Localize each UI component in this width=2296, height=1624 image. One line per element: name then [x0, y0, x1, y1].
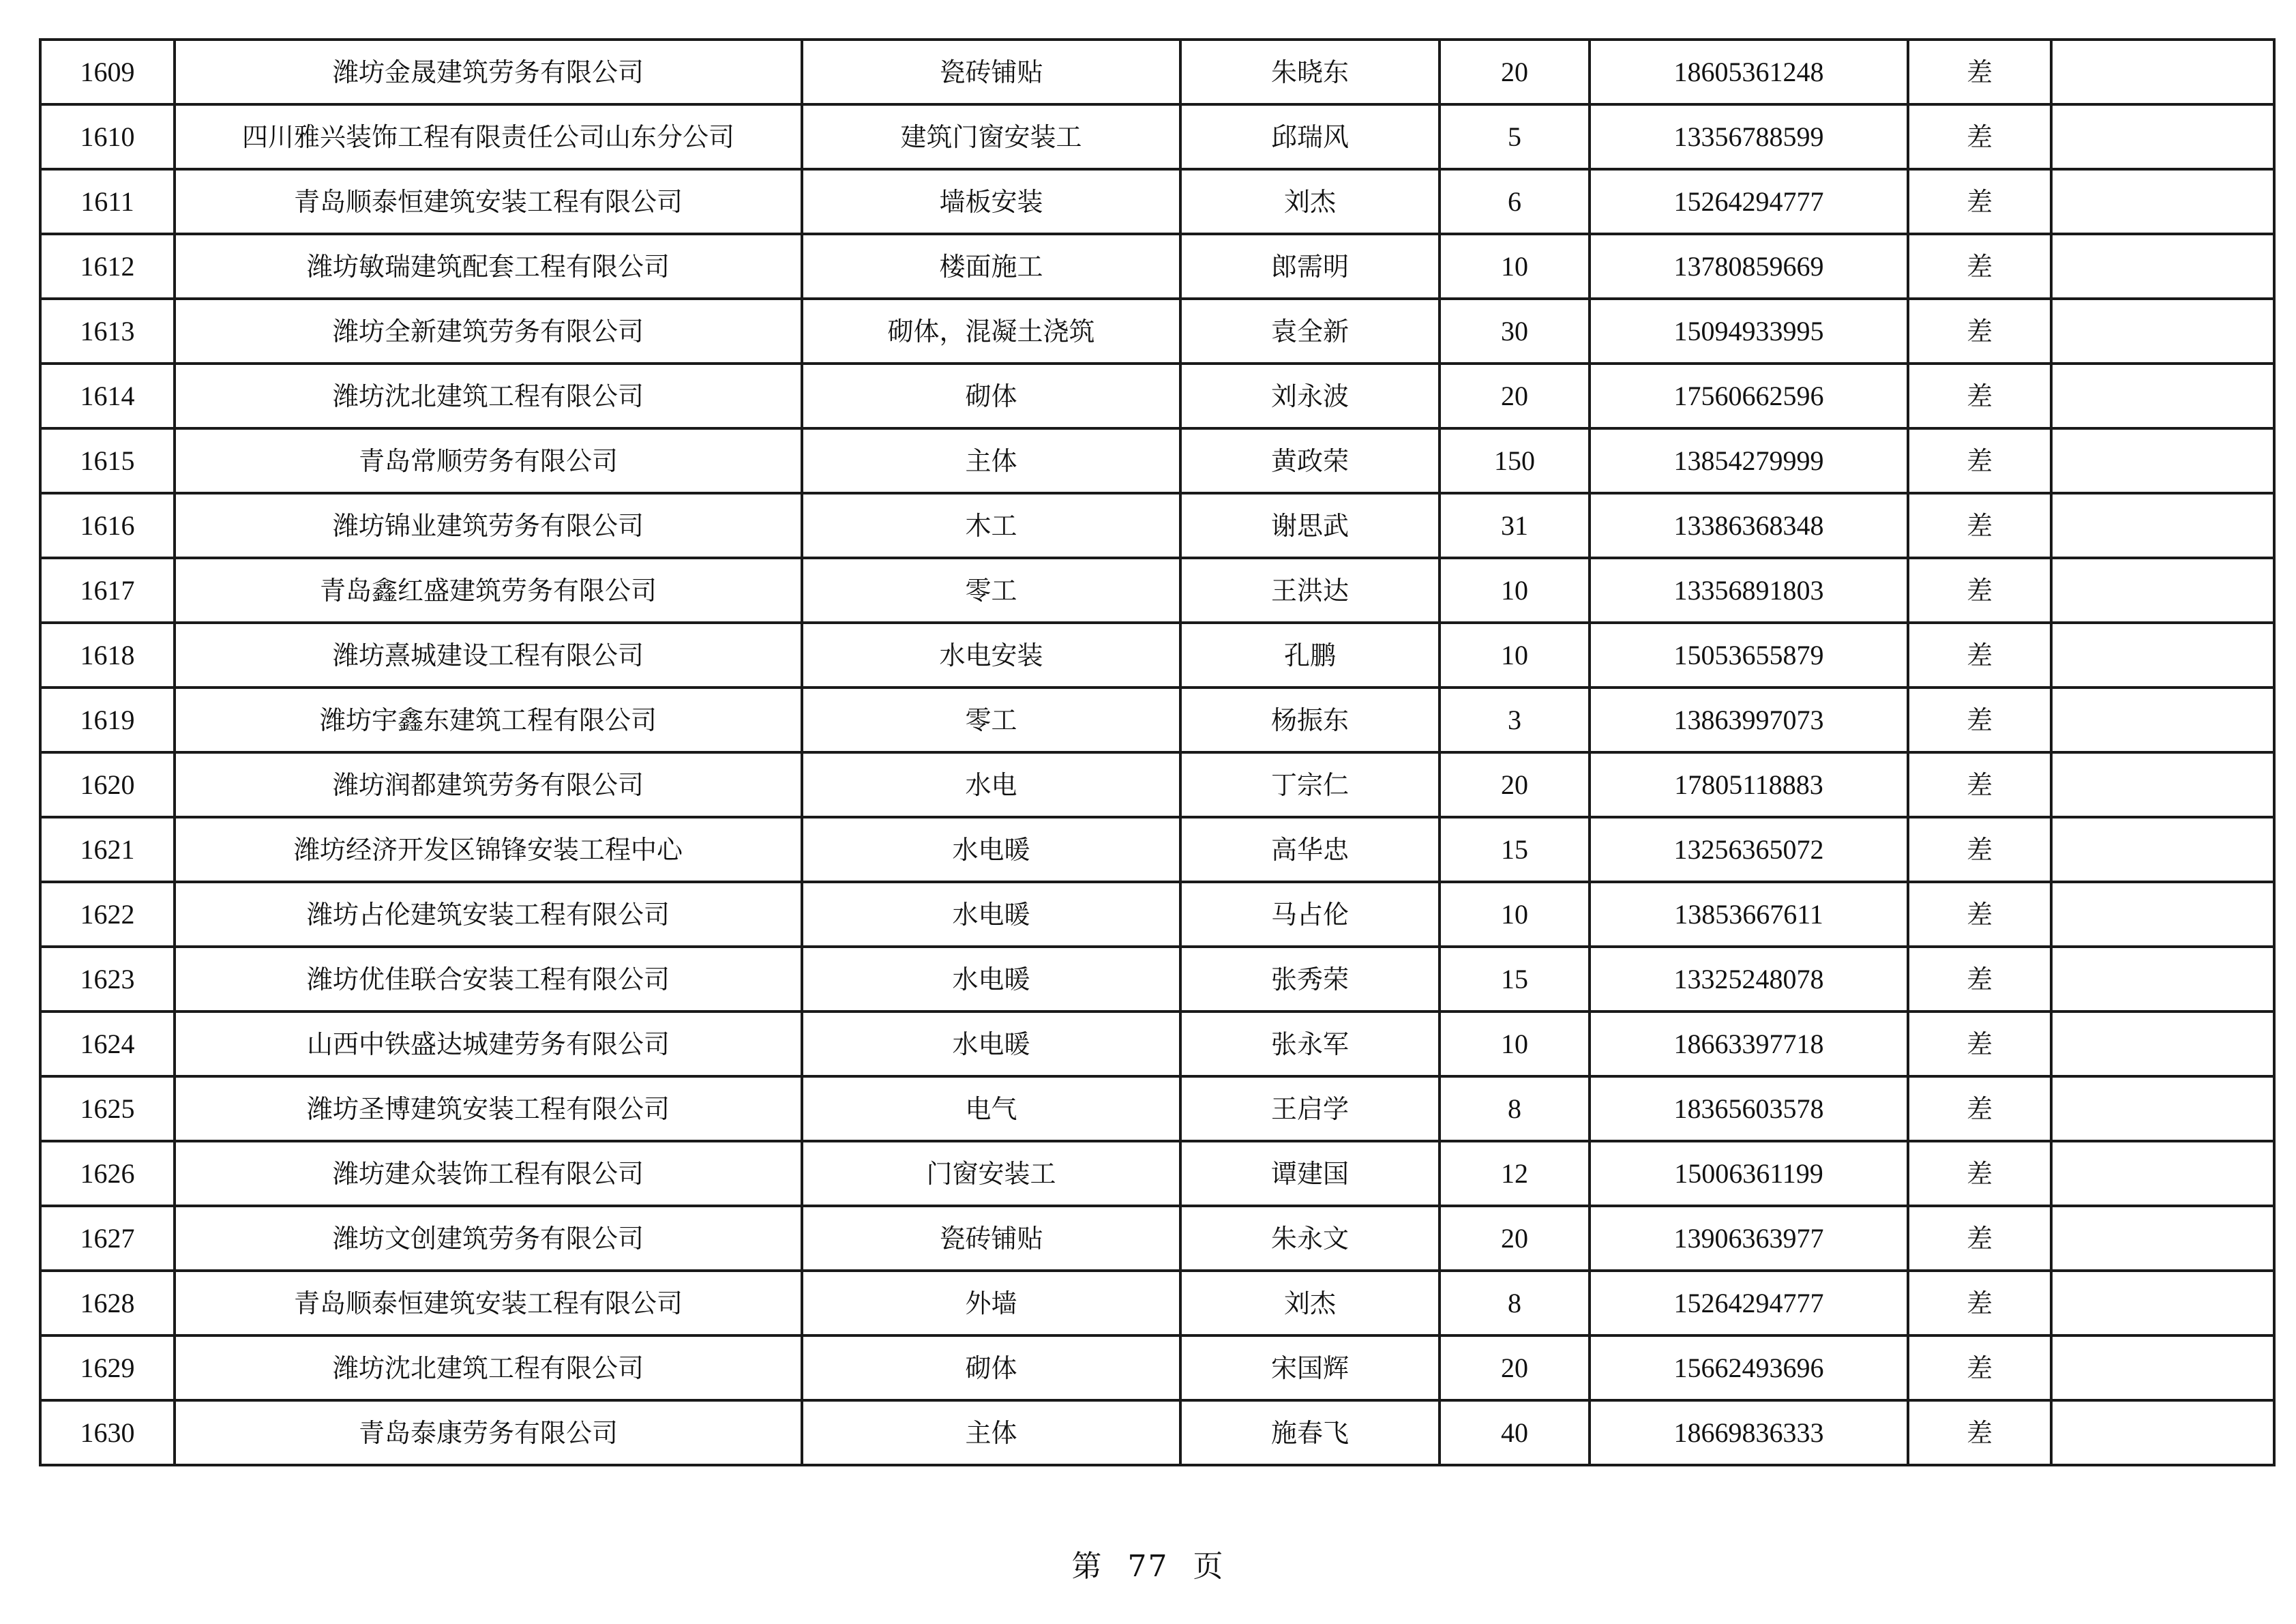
cell-company-name: 潍坊锦业建筑劳务有限公司	[175, 493, 802, 558]
cell-phone-number: 15662493696	[1590, 1335, 1908, 1400]
cell-company-name: 潍坊熹城建设工程有限公司	[175, 623, 802, 688]
cell-work-type: 水电暖	[802, 947, 1180, 1012]
cell-work-type: 墙板安装	[802, 169, 1180, 234]
cell-contact-person: 袁全新	[1180, 299, 1440, 364]
cell-rating: 差	[1908, 104, 2051, 169]
cell-work-type: 水电暖	[802, 817, 1180, 882]
cell-worker-count: 10	[1440, 558, 1590, 623]
cell-rating: 差	[1908, 817, 2051, 882]
cell-worker-count: 20	[1440, 752, 1590, 817]
cell-serial-number: 1624	[40, 1012, 175, 1076]
cell-contact-person: 王洪达	[1180, 558, 1440, 623]
cell-contact-person: 张秀荣	[1180, 947, 1440, 1012]
cell-rating: 差	[1908, 1271, 2051, 1335]
cell-company-name: 潍坊金晟建筑劳务有限公司	[175, 40, 802, 104]
cell-serial-number: 1629	[40, 1335, 175, 1400]
cell-rating: 差	[1908, 40, 2051, 104]
cell-rating: 差	[1908, 688, 2051, 752]
cell-contact-person: 王启学	[1180, 1076, 1440, 1141]
table-row	[40, 558, 2274, 623]
page-footer	[0, 1541, 2296, 1585]
cell-company-name: 四川雅兴装饰工程有限责任公司山东分公司	[175, 104, 802, 169]
cell-company-name: 青岛顺泰恒建筑安装工程有限公司	[175, 1271, 802, 1335]
table-row	[40, 752, 2274, 817]
cell-contact-person: 谭建国	[1180, 1141, 1440, 1206]
cell-serial-number: 1609	[40, 40, 175, 104]
cell-contact-person: 丁宗仁	[1180, 752, 1440, 817]
cell-work-type: 楼面施工	[802, 234, 1180, 299]
cell-worker-count: 15	[1440, 947, 1590, 1012]
cell-serial-number: 1626	[40, 1141, 175, 1206]
cell-worker-count: 40	[1440, 1400, 1590, 1465]
page-suffix: 页	[1193, 1549, 1225, 1584]
cell-serial-number: 1625	[40, 1076, 175, 1141]
cell-phone-number: 15264294777	[1590, 169, 1908, 234]
table-row	[40, 428, 2274, 493]
cell-phone-number: 15094933995	[1590, 299, 1908, 364]
cell-remark	[2051, 817, 2274, 882]
cell-company-name: 潍坊建众装饰工程有限公司	[175, 1141, 802, 1206]
cell-phone-number: 18605361248	[1590, 40, 1908, 104]
cell-phone-number: 15264294777	[1590, 1271, 1908, 1335]
cell-contact-person: 刘永波	[1180, 364, 1440, 428]
cell-phone-number: 15053655879	[1590, 623, 1908, 688]
cell-rating: 差	[1908, 623, 2051, 688]
cell-serial-number: 1617	[40, 558, 175, 623]
cell-serial-number: 1628	[40, 1271, 175, 1335]
cell-company-name: 潍坊占伦建筑安装工程有限公司	[175, 882, 802, 947]
cell-rating: 差	[1908, 947, 2051, 1012]
cell-serial-number: 1630	[40, 1400, 175, 1465]
cell-worker-count: 3	[1440, 688, 1590, 752]
cell-worker-count: 10	[1440, 1012, 1590, 1076]
cell-remark	[2051, 234, 2274, 299]
cell-phone-number: 15006361199	[1590, 1141, 1908, 1206]
cell-company-name: 潍坊圣博建筑安装工程有限公司	[175, 1076, 802, 1141]
cell-worker-count: 5	[1440, 104, 1590, 169]
cell-remark	[2051, 428, 2274, 493]
cell-contact-person: 宋国辉	[1180, 1335, 1440, 1400]
cell-company-name: 潍坊敏瑞建筑配套工程有限公司	[175, 234, 802, 299]
table-row	[40, 169, 2274, 234]
cell-work-type: 主体	[802, 428, 1180, 493]
cell-company-name: 山西中铁盛达城建劳务有限公司	[175, 1012, 802, 1076]
cell-work-type: 瓷砖铺贴	[802, 1206, 1180, 1271]
cell-remark	[2051, 104, 2274, 169]
cell-contact-person: 黄政荣	[1180, 428, 1440, 493]
cell-rating: 差	[1908, 558, 2051, 623]
cell-contact-person: 孔鹏	[1180, 623, 1440, 688]
cell-contact-person: 郎需明	[1180, 234, 1440, 299]
table-row	[40, 688, 2274, 752]
cell-company-name: 潍坊全新建筑劳务有限公司	[175, 299, 802, 364]
cell-work-type: 零工	[802, 558, 1180, 623]
cell-phone-number: 13356788599	[1590, 104, 1908, 169]
table-row	[40, 1141, 2274, 1206]
cell-remark	[2051, 558, 2274, 623]
cell-phone-number: 18669836333	[1590, 1400, 1908, 1465]
cell-work-type: 瓷砖铺贴	[802, 40, 1180, 104]
cell-rating: 差	[1908, 1076, 2051, 1141]
cell-rating: 差	[1908, 1335, 2051, 1400]
cell-remark	[2051, 1141, 2274, 1206]
cell-work-type: 主体	[802, 1400, 1180, 1465]
cell-worker-count: 31	[1440, 493, 1590, 558]
cell-work-type: 水电暖	[802, 882, 1180, 947]
cell-rating: 差	[1908, 493, 2051, 558]
cell-serial-number: 1618	[40, 623, 175, 688]
cell-contact-person: 邱瑞风	[1180, 104, 1440, 169]
cell-rating: 差	[1908, 752, 2051, 817]
cell-company-name: 潍坊沈北建筑工程有限公司	[175, 364, 802, 428]
cell-worker-count: 6	[1440, 169, 1590, 234]
cell-remark	[2051, 688, 2274, 752]
cell-worker-count: 8	[1440, 1076, 1590, 1141]
cell-contact-person: 马占伦	[1180, 882, 1440, 947]
cell-work-type: 木工	[802, 493, 1180, 558]
cell-remark	[2051, 40, 2274, 104]
cell-serial-number: 1620	[40, 752, 175, 817]
cell-phone-number: 17560662596	[1590, 364, 1908, 428]
cell-phone-number: 17805118883	[1590, 752, 1908, 817]
cell-worker-count: 10	[1440, 623, 1590, 688]
cell-worker-count: 30	[1440, 299, 1590, 364]
cell-company-name: 潍坊沈北建筑工程有限公司	[175, 1335, 802, 1400]
cell-remark	[2051, 1400, 2274, 1465]
cell-company-name: 潍坊宇鑫东建筑工程有限公司	[175, 688, 802, 752]
cell-contact-person: 杨振东	[1180, 688, 1440, 752]
cell-remark	[2051, 882, 2274, 947]
cell-remark	[2051, 1271, 2274, 1335]
cell-phone-number: 13386368348	[1590, 493, 1908, 558]
cell-rating: 差	[1908, 882, 2051, 947]
cell-remark	[2051, 1012, 2274, 1076]
cell-rating: 差	[1908, 1400, 2051, 1465]
cell-contact-person: 刘杰	[1180, 1271, 1440, 1335]
table-row	[40, 882, 2274, 947]
table-row	[40, 947, 2274, 1012]
cell-serial-number: 1627	[40, 1206, 175, 1271]
cell-serial-number: 1611	[40, 169, 175, 234]
cell-rating: 差	[1908, 1141, 2051, 1206]
cell-rating: 差	[1908, 1012, 2051, 1076]
cell-company-name: 潍坊文创建筑劳务有限公司	[175, 1206, 802, 1271]
cell-serial-number: 1612	[40, 234, 175, 299]
table-row	[40, 299, 2274, 364]
cell-work-type: 水电暖	[802, 1012, 1180, 1076]
cell-rating: 差	[1908, 169, 2051, 234]
cell-work-type: 外墙	[802, 1271, 1180, 1335]
cell-work-type: 门窗安装工	[802, 1141, 1180, 1206]
cell-work-type: 建筑门窗安装工	[802, 104, 1180, 169]
table-row	[40, 1335, 2274, 1400]
cell-work-type: 水电安装	[802, 623, 1180, 688]
cell-work-type: 电气	[802, 1076, 1180, 1141]
cell-contact-person: 刘杰	[1180, 169, 1440, 234]
cell-contact-person: 朱晓东	[1180, 40, 1440, 104]
cell-serial-number: 1622	[40, 882, 175, 947]
cell-phone-number: 13256365072	[1590, 817, 1908, 882]
cell-phone-number: 13853667611	[1590, 882, 1908, 947]
table-row	[40, 1076, 2274, 1141]
cell-worker-count: 10	[1440, 234, 1590, 299]
table-row	[40, 623, 2274, 688]
cell-phone-number: 13863997073	[1590, 688, 1908, 752]
cell-phone-number: 13325248078	[1590, 947, 1908, 1012]
cell-remark	[2051, 493, 2274, 558]
cell-phone-number: 13906363977	[1590, 1206, 1908, 1271]
page-prefix: 第	[1071, 1549, 1103, 1584]
cell-rating: 差	[1908, 364, 2051, 428]
cell-company-name: 青岛顺泰恒建筑安装工程有限公司	[175, 169, 802, 234]
cell-remark	[2051, 299, 2274, 364]
cell-worker-count: 20	[1440, 364, 1590, 428]
cell-remark	[2051, 623, 2274, 688]
cell-remark	[2051, 752, 2274, 817]
cell-remark	[2051, 1335, 2274, 1400]
cell-work-type: 砌体，混凝土浇筑	[802, 299, 1180, 364]
cell-remark	[2051, 169, 2274, 234]
cell-serial-number: 1614	[40, 364, 175, 428]
cell-phone-number: 18365603578	[1590, 1076, 1908, 1141]
cell-company-name: 潍坊经济开发区锦锋安装工程中心	[175, 817, 802, 882]
cell-rating: 差	[1908, 1206, 2051, 1271]
cell-worker-count: 10	[1440, 882, 1590, 947]
cell-worker-count: 15	[1440, 817, 1590, 882]
table-row	[40, 817, 2274, 882]
table-row	[40, 364, 2274, 428]
table-row	[40, 1206, 2274, 1271]
cell-serial-number: 1619	[40, 688, 175, 752]
cell-contact-person: 张永军	[1180, 1012, 1440, 1076]
cell-work-type: 水电	[802, 752, 1180, 817]
table-row	[40, 234, 2274, 299]
cell-contact-person: 谢思武	[1180, 493, 1440, 558]
table-row	[40, 493, 2274, 558]
cell-phone-number: 13780859669	[1590, 234, 1908, 299]
cell-rating: 差	[1908, 428, 2051, 493]
cell-remark	[2051, 364, 2274, 428]
cell-phone-number: 13854279999	[1590, 428, 1908, 493]
page-number: 77	[1127, 1549, 1169, 1584]
contractor-table	[39, 38, 2276, 1466]
cell-contact-person: 施春飞	[1180, 1400, 1440, 1465]
table-row	[40, 1012, 2274, 1076]
cell-work-type: 零工	[802, 688, 1180, 752]
table-row	[40, 40, 2274, 104]
cell-worker-count: 20	[1440, 40, 1590, 104]
table-row	[40, 104, 2274, 169]
table-body	[40, 40, 2274, 1465]
cell-remark	[2051, 1076, 2274, 1141]
table-row	[40, 1271, 2274, 1335]
cell-work-type: 砌体	[802, 364, 1180, 428]
cell-serial-number: 1613	[40, 299, 175, 364]
cell-company-name: 青岛常顺劳务有限公司	[175, 428, 802, 493]
cell-company-name: 青岛鑫红盛建筑劳务有限公司	[175, 558, 802, 623]
cell-worker-count: 20	[1440, 1206, 1590, 1271]
cell-phone-number: 18663397718	[1590, 1012, 1908, 1076]
cell-worker-count: 20	[1440, 1335, 1590, 1400]
cell-company-name: 潍坊润都建筑劳务有限公司	[175, 752, 802, 817]
cell-company-name: 青岛泰康劳务有限公司	[175, 1400, 802, 1465]
cell-rating: 差	[1908, 234, 2051, 299]
cell-serial-number: 1610	[40, 104, 175, 169]
cell-remark	[2051, 947, 2274, 1012]
cell-contact-person: 朱永文	[1180, 1206, 1440, 1271]
cell-contact-person: 高华忠	[1180, 817, 1440, 882]
cell-worker-count: 150	[1440, 428, 1590, 493]
cell-serial-number: 1615	[40, 428, 175, 493]
cell-remark	[2051, 1206, 2274, 1271]
table-row	[40, 1400, 2274, 1465]
cell-work-type: 砌体	[802, 1335, 1180, 1400]
cell-company-name: 潍坊优佳联合安装工程有限公司	[175, 947, 802, 1012]
cell-rating: 差	[1908, 299, 2051, 364]
cell-phone-number: 13356891803	[1590, 558, 1908, 623]
cell-serial-number: 1616	[40, 493, 175, 558]
cell-worker-count: 12	[1440, 1141, 1590, 1206]
cell-serial-number: 1623	[40, 947, 175, 1012]
cell-serial-number: 1621	[40, 817, 175, 882]
cell-worker-count: 8	[1440, 1271, 1590, 1335]
